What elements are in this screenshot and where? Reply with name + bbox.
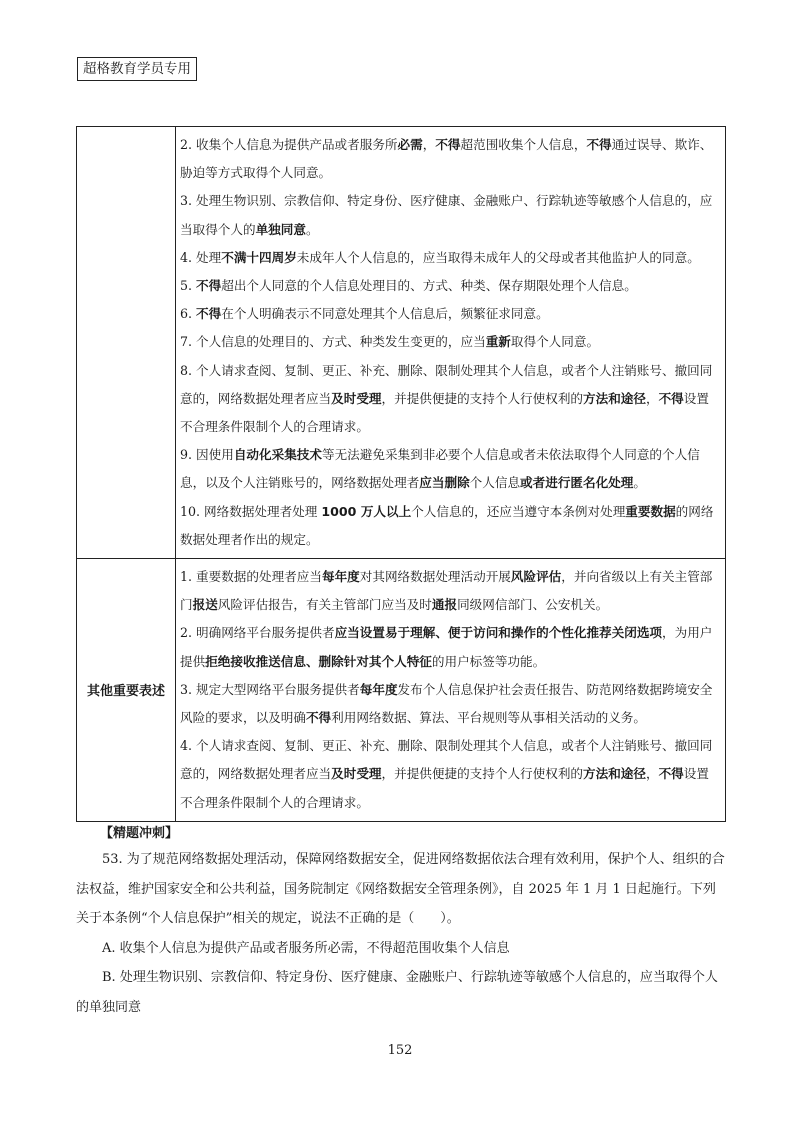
document-owner-tag: 超格教育学员专用 <box>77 57 197 81</box>
list-item <box>180 676 719 732</box>
item-text: 利用网络数据、算法、平台规则等从事相关活动的义务。 <box>331 710 646 726</box>
emphasis-text: 每年度 <box>321 569 360 585</box>
practice-question <box>76 845 728 1022</box>
emphasis-text: 应当删除 <box>419 475 470 491</box>
other-statements-cell <box>176 559 726 822</box>
list-item <box>180 357 719 442</box>
item-text: 超范围收集个人信息， <box>460 137 587 152</box>
list-item <box>180 272 719 300</box>
item-text: 个人信息的，还应当遵守本条例对处理 <box>411 503 626 519</box>
emphasis-text: 必需 <box>397 137 423 152</box>
item-text: ，并向省级以上有关主管部门 <box>180 569 713 613</box>
item-text: ， <box>422 137 436 152</box>
option-b[interactable]: B. 处理生物识别、宗教信仰、特定身份、医疗健康、金融账户、行踪轨迹等敏感个人信息的，应当取得个人的单独同意 <box>76 970 718 1015</box>
personal-info-rules-cell <box>176 127 726 559</box>
item-text: 6. <box>180 306 197 322</box>
emphasis-text: 不得 <box>196 306 222 322</box>
emphasis-text: 每年度 <box>359 681 398 697</box>
emphasis-text: 方法和途径 <box>583 766 646 782</box>
emphasis-text: 拒绝接收推送信息、删除针对其个人特征 <box>205 653 432 669</box>
list-item <box>180 498 719 554</box>
table-row <box>77 127 726 559</box>
item-text: 个人信息 <box>469 475 521 491</box>
emphasis-text: 风险评估 <box>510 569 562 585</box>
page-number: 152 <box>387 1043 413 1058</box>
emphasis-text: 应当设置易于理解、便于访问和操作的个性化推荐关闭选项 <box>334 625 662 641</box>
emphasis-text: 不得 <box>658 766 684 782</box>
list-item <box>180 732 719 817</box>
item-text: 8. 个人请求查阅、复制、更正、补充、删除、限制处理其个人信息，或者个人注销账号、撤回同意的，网络数据处理者应当 <box>180 362 713 406</box>
rules-table <box>76 126 726 822</box>
option-a[interactable]: A. 收集个人信息为提供产品或者服务所必需，不得超范围收集个人信息 <box>102 940 510 956</box>
emphasis-text: 及时受理 <box>331 766 382 782</box>
item-text: 。 <box>633 475 646 491</box>
emphasis-text: 重要数据 <box>625 503 676 519</box>
emphasis-text: 自动化采集技术 <box>233 447 322 463</box>
item-text: 发布个人信息保护社会责任报告、防范网络数据跨境安全风险的要求，以及明确 <box>180 681 713 726</box>
item-text: 在个人明确表示不同意处理其个人信息后，频繁征求同意。 <box>221 306 549 322</box>
item-text: 的网络数据处理者作出的规定。 <box>180 503 714 547</box>
emphasis-text: 通报 <box>431 597 458 613</box>
emphasis-text: 或者进行匿名化处理 <box>520 475 634 491</box>
emphasis-text: 及时受理 <box>331 390 382 406</box>
emphasis-text: 重新 <box>485 334 511 350</box>
item-text: 等无法避免采集到非必要个人信息或者未依法取得个人同意的个人信息，以及个人注销账号的，网络数据处理者 <box>180 447 700 491</box>
item-text: 1. 重要数据的处理者应当 <box>180 569 322 585</box>
item-text: 同级网信部门、公安机关。 <box>457 597 609 613</box>
list-item <box>180 244 719 272</box>
emphasis-text: 不得 <box>305 710 332 726</box>
list-item <box>180 328 719 356</box>
emphasis-text: 不得 <box>435 137 461 152</box>
item-text: ，并提供便捷的支持个人行使权利的 <box>381 766 583 782</box>
item-text: 9. 因使用 <box>180 447 234 463</box>
emphasis-text: 单独同意 <box>255 221 306 237</box>
item-text: 2. 收集个人信息为提供产品或者服务所 <box>180 137 398 152</box>
item-text: 4. 处理 <box>180 249 222 265</box>
item-text: 超出个人同意的个人信息处理目的、方式、种类、保存期限处理个人信息。 <box>221 278 637 294</box>
item-text: 3. 处理生物识别、宗教信仰、特定身份、医疗健康、金融账户、行踪轨迹等敏感个人信息的，应当取得个人的 <box>180 193 713 237</box>
item-text: 未成年人个人信息的，应当取得未成年人的父母或者其他监护人的同意。 <box>296 249 700 265</box>
item-text: 3. 规定大型网络平台服务提供者 <box>180 681 360 697</box>
item-text: 风险评估报告，有关主管部门应当及时 <box>217 597 432 613</box>
question-stem: 53. 为了规范网络数据处理活动，保障网络数据安全，促进网络数据依法合理有效利用，保护个人、组织的合法权益，维护国家安全和公共利益，国务院制定《网络数据安全管理条例》，自 2025 年 1 月 1 日起施行。下列关于本条例“个人信息保护”相关的规定，说法不正确的是（ ）。 <box>76 852 725 926</box>
emphasis-text: 不得 <box>196 278 222 294</box>
item-text: 对其网络数据处理活动开展 <box>359 569 511 585</box>
list-item <box>180 441 719 497</box>
item-text: 4. 个人请求查阅、复制、更正、补充、删除、限制处理其个人信息，或者个人注销账号、撤回同意的，网络数据处理者应当 <box>180 738 713 782</box>
list-item <box>180 300 719 328</box>
item-text: 10. 网络数据处理者处理 <box>180 503 322 519</box>
table-row <box>77 559 726 822</box>
item-text: ，为用户提供 <box>180 625 713 669</box>
list-item <box>180 187 719 243</box>
item-text: 5. <box>180 278 197 294</box>
item-text: ， <box>645 390 659 406</box>
emphasis-text: 不得 <box>658 390 684 406</box>
item-text: 取得个人同意。 <box>510 334 600 350</box>
item-text: 的用户标签等功能。 <box>431 653 546 669</box>
other-statements-label: 其他重要表述 <box>77 559 176 822</box>
emphasis-text: 不满十四周岁 <box>221 249 297 265</box>
row-label-empty <box>77 127 176 559</box>
item-text: ， <box>645 766 659 782</box>
emphasis-text: 不得 <box>586 137 612 152</box>
list-item <box>180 619 719 675</box>
item-text: 通过误导、欺诈、胁迫等方式取得个人同意。 <box>180 137 713 181</box>
item-text: 2. 明确网络平台服务提供者 <box>180 625 335 641</box>
practice-section-title: 【精题冲刺】 <box>100 826 179 841</box>
item-text: 设置不合理条件限制个人的合理请求。 <box>180 390 709 435</box>
item-text: 设置不合理条件限制个人的合理请求。 <box>180 766 709 810</box>
item-text: 7. 个人信息的处理目的、方式、种类发生变更的，应当 <box>180 334 486 350</box>
item-text: 。 <box>305 221 319 237</box>
emphasis-text: 报送 <box>192 597 218 613</box>
emphasis-text: 方法和途径 <box>583 390 646 406</box>
list-item <box>180 131 719 187</box>
item-text: ，并提供便捷的支持个人行使权利的 <box>381 390 583 406</box>
emphasis-text: 1000 万人以上 <box>321 503 412 519</box>
list-item <box>180 563 719 619</box>
